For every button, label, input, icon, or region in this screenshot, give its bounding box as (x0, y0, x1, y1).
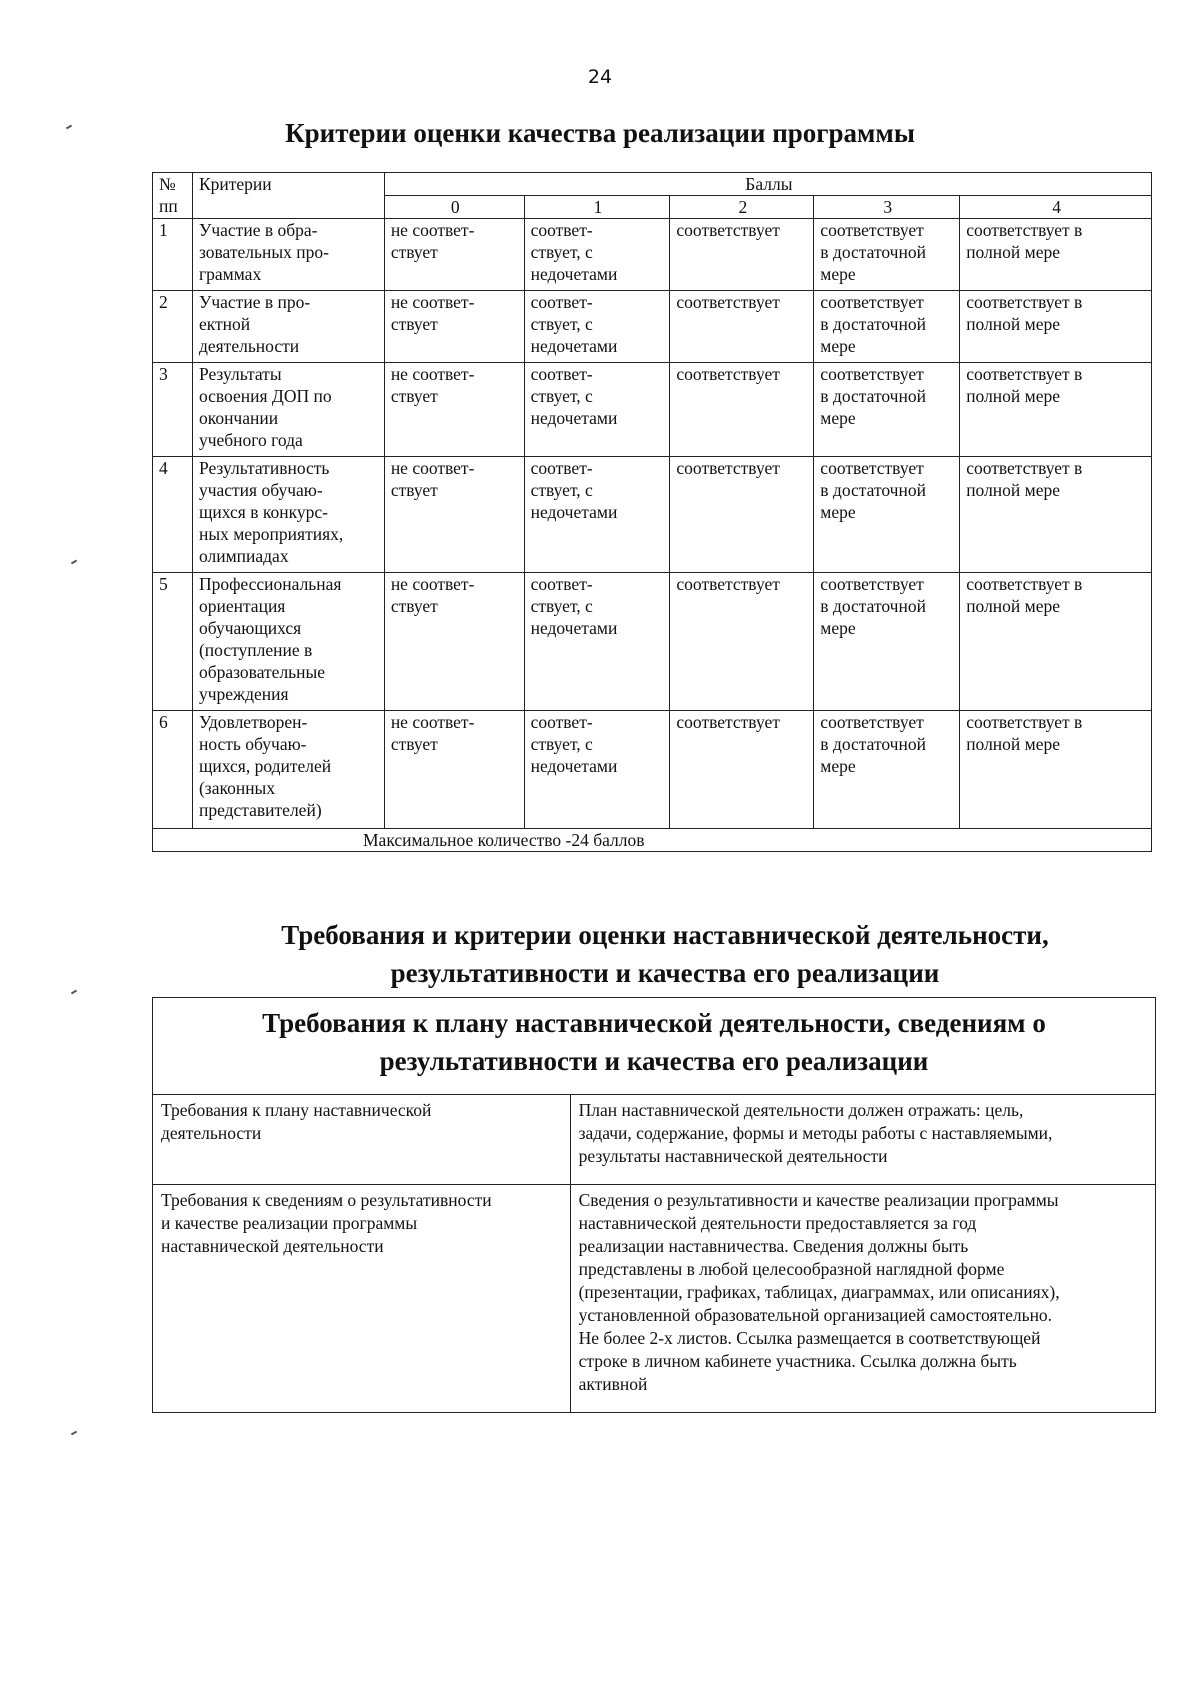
header-num-line2: пп (159, 196, 178, 216)
score-1-cell: соответ- ствует, с недочетами (524, 219, 670, 291)
criteria-row (153, 363, 1152, 457)
score-3-cell: соответствует в достаточной мере (814, 457, 960, 573)
criterion-name: Участие в про- ектной деятельности (192, 291, 384, 363)
header-criteria: Критерии (192, 173, 384, 219)
criteria-table (152, 172, 1152, 852)
mentor-table (152, 997, 1156, 1413)
score-0-cell: не соответ- ствует (384, 573, 524, 711)
row-number: 6 (153, 711, 193, 829)
score-1-cell: соответ- ствует, с недочетами (524, 457, 670, 573)
score-3-cell: соответствует в достаточной мере (814, 291, 960, 363)
page-number: 24 (587, 66, 613, 88)
header-points: Баллы (384, 173, 1151, 196)
score-4-cell: соответствует в полной мере (960, 291, 1152, 363)
score-4-cell: соответствует в полной мере (960, 573, 1152, 711)
score-0-cell: не соответ- ствует (384, 457, 524, 573)
scan-mark (71, 1431, 77, 1436)
criterion-name: Результаты освоения ДОП по окончании учебного года (192, 363, 384, 457)
max-score-note: Максимальное количество -24 баллов (153, 829, 1152, 852)
score-1-cell: соответ- ствует, с недочетами (524, 291, 670, 363)
mentor-table-header: Требования к плану наставнической деятельности, сведениям о результативности и качества его реализации (153, 998, 1156, 1095)
criteria-row (153, 711, 1152, 829)
criteria-row (153, 219, 1152, 291)
score-2-cell: соответствует (670, 291, 814, 363)
score-2-cell: соответствует (670, 573, 814, 711)
header-score: 2 (670, 196, 814, 219)
score-3-cell: соответствует в достаточной мере (814, 711, 960, 829)
score-0-cell: не соответ- ствует (384, 219, 524, 291)
score-4-cell: соответствует в полной мере (960, 457, 1152, 573)
score-4-cell: соответствует в полной мере (960, 219, 1152, 291)
score-0-cell: не соответ- ствует (384, 711, 524, 829)
row-number: 1 (153, 219, 193, 291)
criterion-name: Удовлетворен- ность обучаю- щихся, родителей (законных представителей) (192, 711, 384, 829)
score-3-cell: соответствует в достаточной мере (814, 219, 960, 291)
page-title: Критерии оценки качества реализации программы (285, 118, 915, 148)
criteria-row (153, 457, 1152, 573)
score-1-cell: соответ- ствует, с недочетами (524, 573, 670, 711)
row-number: 3 (153, 363, 193, 457)
header-num-line1: № (159, 174, 176, 194)
score-4-cell: соответствует в полной мере (960, 363, 1152, 457)
criteria-row (153, 573, 1152, 711)
score-3-cell: соответствует в достаточной мере (814, 363, 960, 457)
section2-title: Требования и критерии оценки наставнической деятельности, результативности и качества его реализации (281, 920, 1049, 988)
score-2-cell: соответствует (670, 457, 814, 573)
score-2-cell: соответствует (670, 711, 814, 829)
score-2-cell: соответствует (670, 363, 814, 457)
header-score: 4 (960, 196, 1152, 219)
row-number: 5 (153, 573, 193, 711)
criterion-name: Результативность участия обучаю- щихся в конкурс- ных мероприятиях, олимпиадах (192, 457, 384, 573)
score-1-cell: соответ- ствует, с недочетами (524, 363, 670, 457)
score-1-cell: соответ- ствует, с недочетами (524, 711, 670, 829)
criteria-body (153, 219, 1152, 829)
score-0-cell: не соответ- ствует (384, 363, 524, 457)
score-4-cell: соответствует в полной мере (960, 711, 1152, 829)
score-0-cell: не соответ- ствует (384, 291, 524, 363)
requirement-label: Требования к плану наставнической деятельности (153, 1095, 571, 1185)
requirement-text: Сведения о результативности и качестве реализации программы наставнической деятельности предоставляется за год реализации наставничества. Сведения должны быть представлены в любой целесообразной наглядной форме (презентации, графиках, таблицах, диаграммах, или описаниях), установленной образовательной организацией самостоятельно. Не более 2-х листов. Ссылка размещается в соответствующей строке в личном кабинете участника. Ссылка должна быть активной (570, 1185, 1155, 1413)
header-num (153, 173, 193, 219)
requirement-label: Требования к сведениям о результативности и качестве реализации программы наставнической деятельности (153, 1185, 571, 1413)
requirement-text: План наставнической деятельности должен отражать: цель, задачи, содержание, формы и методы работы с наставляемыми, результаты наставнической деятельности (570, 1095, 1155, 1185)
criterion-name: Профессиональная ориентация обучающихся (поступление в образовательные учреждения (192, 573, 384, 711)
header-score: 3 (814, 196, 960, 219)
score-2-cell: соответствует (670, 219, 814, 291)
row-number: 2 (153, 291, 193, 363)
row-number: 4 (153, 457, 193, 573)
scan-mark (71, 560, 77, 565)
criteria-row (153, 291, 1152, 363)
header-score: 1 (524, 196, 670, 219)
score-3-cell: соответствует в достаточной мере (814, 573, 960, 711)
header-score: 0 (384, 196, 524, 219)
criterion-name: Участие в обра- зовательных про- граммах (192, 219, 384, 291)
